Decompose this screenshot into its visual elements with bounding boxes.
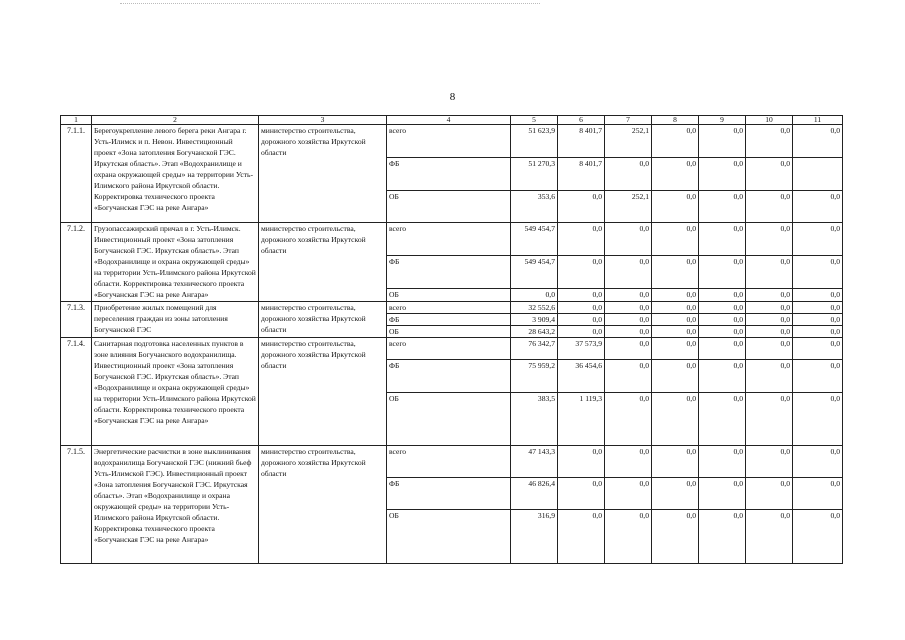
value-cell: 0,0: [746, 478, 793, 510]
value-cell: 0,0: [605, 326, 652, 338]
value-cell: 0,0: [793, 360, 843, 393]
value-cell: 3 909,4: [511, 314, 558, 326]
item-code: 7.1.3.: [61, 302, 92, 338]
funding-source: всего: [387, 125, 511, 158]
value-cell: 0,0: [793, 302, 843, 314]
value-cell: 353,6: [511, 191, 558, 223]
value-cell: 0,0: [746, 302, 793, 314]
value-cell: 0,0: [652, 314, 699, 326]
value-cell: 0,0: [605, 510, 652, 564]
value-cell: 28 643,2: [511, 326, 558, 338]
item-executor: министерство строительства, дорожного хозяйства Иркутской области: [259, 338, 387, 446]
value-cell: 0,0: [605, 256, 652, 289]
item-code: 7.1.2.: [61, 223, 92, 302]
value-cell: 0,0: [605, 158, 652, 191]
value-cell: 0,0: [746, 314, 793, 326]
value-cell: 47 143,3: [511, 446, 558, 478]
value-cell: 0,0: [652, 478, 699, 510]
funding-source: ФБ: [387, 158, 511, 191]
value-cell: 0,0: [605, 302, 652, 314]
header-cell: 5: [511, 116, 558, 125]
scan-top-line: [120, 3, 540, 5]
value-cell: 0,0: [746, 446, 793, 478]
value-cell: 1 119,3: [558, 393, 605, 446]
value-cell: 0,0: [699, 510, 746, 564]
value-cell: 0,0: [652, 256, 699, 289]
value-cell: 0,0: [699, 256, 746, 289]
value-cell: 0,0: [652, 191, 699, 223]
value-cell: 0,0: [699, 338, 746, 360]
value-cell: 0,0: [699, 446, 746, 478]
funding-source: всего: [387, 446, 511, 478]
value-cell: 0,0: [746, 393, 793, 446]
value-cell: 75 959,2: [511, 360, 558, 393]
table-row: [61, 125, 843, 158]
item-executor: министерство строительства, дорожного хозяйства Иркутской области: [259, 302, 387, 338]
value-cell: 0,0: [652, 125, 699, 158]
funding-source: ОБ: [387, 326, 511, 338]
value-cell: 0,0: [699, 314, 746, 326]
header-cell: 1: [61, 116, 92, 125]
value-cell: 0,0: [558, 446, 605, 478]
value-cell: 76 342,7: [511, 338, 558, 360]
table-row: [61, 446, 843, 478]
value-cell: 0,0: [652, 510, 699, 564]
value-cell: 549 454,7: [511, 256, 558, 289]
value-cell: 0,0: [793, 289, 843, 302]
program-table: [60, 115, 843, 564]
value-cell: 0,0: [652, 326, 699, 338]
funding-source: ФБ: [387, 256, 511, 289]
item-description: Санитарная подготовка населенных пунктов в зоне влияния Богучанского водохранилища. Инвестиционный проект «Зона затопления Богучанской ГЭС. Иркутская область». Этап «Водохранилище и охрана окружающей среды» на территории Усть-Илимского района Иркутской области. Корректировка технического проекта «Богучанская ГЭС на реке Ангара»: [92, 338, 259, 446]
value-cell: 0,0: [793, 191, 843, 223]
value-cell: 0,0: [699, 289, 746, 302]
value-cell: 0,0: [605, 446, 652, 478]
value-cell: 0,0: [558, 223, 605, 256]
value-cell: 252,1: [605, 125, 652, 158]
item-description: Берегоукрепление левого берега реки Ангара г. Усть-Илимск и п. Невон. Инвестиционный проект «Зона затопления Богучанской ГЭС. Иркутская область». Этап «Водохранилище и охрана окружающей среды» на территории Усть-Илимского района Иркутской области. Корректировка технического проекта «Богучанская ГЭС на реке Ангара»: [92, 125, 259, 223]
value-cell: 0,0: [793, 338, 843, 360]
value-cell: 0,0: [746, 256, 793, 289]
funding-source: ОБ: [387, 191, 511, 223]
value-cell: 0,0: [746, 338, 793, 360]
value-cell: 0,0: [793, 446, 843, 478]
value-cell: 0,0: [793, 478, 843, 510]
header-cell: 2: [92, 116, 259, 125]
item-code: 7.1.5.: [61, 446, 92, 564]
value-cell: 0,0: [652, 360, 699, 393]
value-cell: 0,0: [558, 326, 605, 338]
header-cell: 10: [746, 116, 793, 125]
header-cell: 3: [259, 116, 387, 125]
value-cell: 0,0: [558, 510, 605, 564]
value-cell: 0,0: [699, 191, 746, 223]
value-cell: 0,0: [699, 393, 746, 446]
value-cell: 0,0: [699, 158, 746, 191]
table-row: [61, 338, 843, 360]
value-cell: 252,1: [605, 191, 652, 223]
item-description: Грузопассажирский причал в г. Усть-Илимск. Инвестиционный проект «Зона затопления Богучанской ГЭС. Иркутская область». Этап «Водохранилище и охрана окружающей среды» на территории Усть-Илимского района Иркутской области. Корректировка технического проекта «Богучанская ГЭС на реке Ангара»: [92, 223, 259, 302]
table-body: [61, 125, 843, 564]
value-cell: 0,0: [558, 478, 605, 510]
value-cell: 0,0: [605, 393, 652, 446]
funding-source: ОБ: [387, 289, 511, 302]
value-cell: 0,0: [793, 223, 843, 256]
value-cell: 0,0: [605, 360, 652, 393]
item-executor: министерство строительства, дорожного хозяйства Иркутской области: [259, 446, 387, 564]
header-cell: 4: [387, 116, 511, 125]
value-cell: 0,0: [699, 326, 746, 338]
funding-source: ФБ: [387, 478, 511, 510]
value-cell: 0,0: [699, 360, 746, 393]
value-cell: 36 454,6: [558, 360, 605, 393]
funding-source: ФБ: [387, 360, 511, 393]
value-cell: 0,0: [746, 223, 793, 256]
item-code: 7.1.1.: [61, 125, 92, 223]
item-description: Приобретение жилых помещений для переселения граждан из зоны затопления Богучанской ГЭС: [92, 302, 259, 338]
value-cell: 8 401,7: [558, 158, 605, 191]
value-cell: 0,0: [652, 393, 699, 446]
value-cell: 0,0: [605, 314, 652, 326]
value-cell: 316,9: [511, 510, 558, 564]
item-code: 7.1.4.: [61, 338, 92, 446]
funding-source: ФБ: [387, 314, 511, 326]
value-cell: 0,0: [699, 478, 746, 510]
value-cell: 0,0: [605, 478, 652, 510]
value-cell: 549 454,7: [511, 223, 558, 256]
value-cell: [793, 158, 843, 191]
value-cell: 0,0: [793, 256, 843, 289]
value-cell: 0,0: [699, 223, 746, 256]
funding-source: всего: [387, 302, 511, 314]
value-cell: 0,0: [793, 125, 843, 158]
value-cell: 51 623,9: [511, 125, 558, 158]
value-cell: 0,0: [746, 125, 793, 158]
value-cell: 0,0: [746, 510, 793, 564]
value-cell: 0,0: [793, 510, 843, 564]
value-cell: 0,0: [652, 302, 699, 314]
value-cell: 0,0: [793, 314, 843, 326]
value-cell: 0,0: [793, 326, 843, 338]
value-cell: 383,5: [511, 393, 558, 446]
value-cell: 0,0: [652, 289, 699, 302]
header-row: [61, 116, 843, 125]
value-cell: 0,0: [605, 289, 652, 302]
value-cell: 46 826,4: [511, 478, 558, 510]
item-executor: министерство строительства, дорожного хозяйства Иркутской области: [259, 223, 387, 302]
value-cell: 0,0: [746, 326, 793, 338]
value-cell: 32 552,6: [511, 302, 558, 314]
value-cell: 0,0: [699, 125, 746, 158]
value-cell: 0,0: [605, 338, 652, 360]
value-cell: 0,0: [605, 223, 652, 256]
value-cell: 0,0: [793, 393, 843, 446]
item-executor: министерство строительства, дорожного хозяйства Иркутской области: [259, 125, 387, 223]
value-cell: 0,0: [558, 256, 605, 289]
funding-source: ОБ: [387, 510, 511, 564]
item-description: Энергетические расчистки в зоне выклинивания водохранилища Богучанской ГЭС (нижний бьеф Усть-Илимской ГЭС). Инвестиционный проект «Зона затопления Богучанской ГЭС. Иркутская область». Этап «Водохранилище и охрана окружающей среды» на территории Усть-Илимского района Иркутской области. Корректировка технического проекта «Богучанская ГЭС на реке Ангара»: [92, 446, 259, 564]
value-cell: 0,0: [558, 314, 605, 326]
value-cell: 0,0: [652, 338, 699, 360]
value-cell: 37 573,9: [558, 338, 605, 360]
value-cell: 0,0: [558, 289, 605, 302]
page-number: 8: [449, 91, 456, 103]
funding-source: ОБ: [387, 393, 511, 446]
value-cell: 0,0: [652, 158, 699, 191]
funding-source: всего: [387, 223, 511, 256]
header-cell: 9: [699, 116, 746, 125]
value-cell: 0,0: [558, 191, 605, 223]
value-cell: 0,0: [746, 360, 793, 393]
value-cell: 0,0: [746, 158, 793, 191]
funding-source: всего: [387, 338, 511, 360]
value-cell: 8 401,7: [558, 125, 605, 158]
value-cell: 51 270,3: [511, 158, 558, 191]
header-cell: 6: [558, 116, 605, 125]
value-cell: 0,0: [746, 289, 793, 302]
value-cell: 0,0: [558, 302, 605, 314]
header-cell: 8: [652, 116, 699, 125]
table-row: [61, 223, 843, 256]
value-cell: 0,0: [511, 289, 558, 302]
header-cell: 11: [793, 116, 843, 125]
table-row: [61, 302, 843, 314]
header-cell: 7: [605, 116, 652, 125]
value-cell: 0,0: [652, 223, 699, 256]
value-cell: 0,0: [652, 446, 699, 478]
value-cell: 0,0: [746, 191, 793, 223]
value-cell: 0,0: [699, 302, 746, 314]
